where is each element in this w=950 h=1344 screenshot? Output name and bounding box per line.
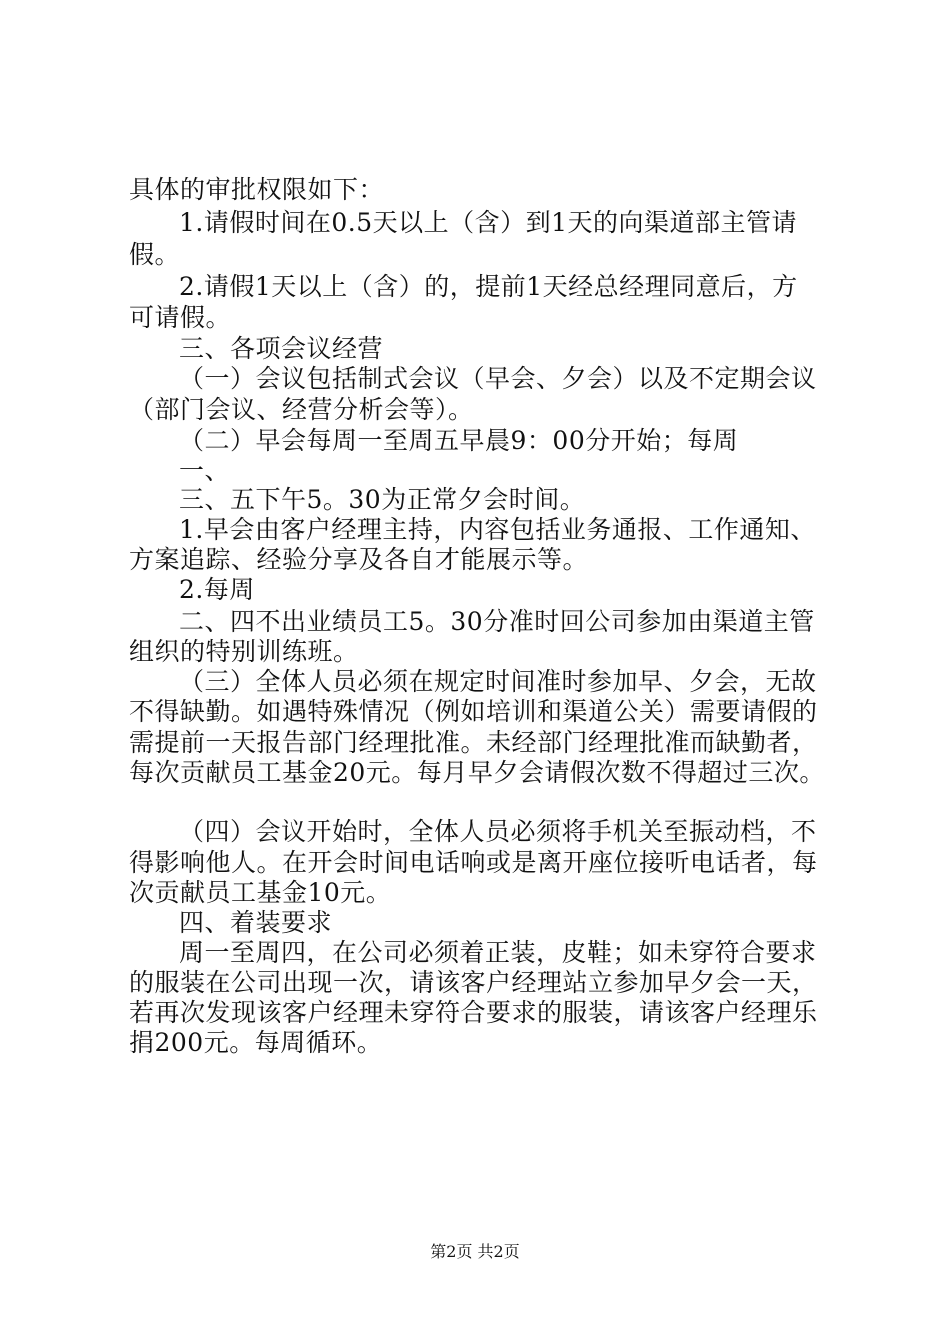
text-line: 组织的特别训练班。 bbox=[129, 637, 359, 666]
text-line: （一）会议包括制式会议（早会、夕会）以及不定期会议 bbox=[179, 364, 817, 393]
text-line: 方案追踪、经验分享及各自才能展示等。 bbox=[129, 545, 589, 574]
text-line: 周一至周四，在公司必须着正装，皮鞋；如未穿符合要求 bbox=[179, 938, 817, 967]
text-line: 三、五下午5。30为正常夕会时间。 bbox=[179, 485, 586, 514]
text-line: 具体的审批权限如下： bbox=[129, 175, 385, 204]
text-line: 不得缺勤。如遇特殊情况（例如培训和渠道公关）需要请假的 bbox=[129, 697, 818, 726]
text-line: 若再次发现该客户经理未穿符合要求的服装，请该客户经理乐 bbox=[129, 998, 818, 1027]
text-line: 捐200元。每周循环。 bbox=[129, 1028, 383, 1057]
text-line: 需提前一天报告部门经理批准。未经部门经理批准而缺勤者， bbox=[129, 728, 818, 757]
text-line: （三）全体人员必须在规定时间准时参加早、夕会，无故 bbox=[179, 667, 817, 696]
text-line: 次贡献员工基金10元。 bbox=[129, 878, 392, 907]
text-line: （部门会议、经营分析会等）。 bbox=[129, 395, 474, 424]
text-line: （四）会议开始时，全体人员必须将手机关至振动档，不 bbox=[179, 817, 817, 846]
text-line: 1.请假时间在0.5天以上（含）到1天的向渠道部主管请 bbox=[179, 208, 798, 237]
section-heading: 四、着装要求 bbox=[179, 908, 333, 937]
section-heading: 三、各项会议经营 bbox=[179, 334, 384, 363]
text-line: 得影响他人。在开会时间电话响或是离开座位接听电话者，每 bbox=[129, 848, 818, 877]
text-line: 每次贡献员工基金20元。每月早夕会请假次数不得超过三次。 bbox=[129, 758, 825, 787]
text-line: 一、 bbox=[179, 456, 231, 485]
text-line: 2.每周 bbox=[179, 575, 255, 604]
text-line: 的服装在公司出现一次，请该客户经理站立参加早夕会一天， bbox=[129, 968, 818, 997]
text-line: 可请假。 bbox=[129, 303, 232, 332]
text-line: 二、四不出业绩员工5。30分准时回公司参加由渠道主管 bbox=[179, 607, 815, 636]
text-line: 1.早会由客户经理主持，内容包括业务通报、工作通知、 bbox=[179, 515, 816, 544]
page-footer: 第2页 共2页 bbox=[430, 1242, 520, 1261]
text-line: （二）早会每周一至周五早晨9：00分开始；每周 bbox=[179, 426, 739, 455]
text-line: 2.请假1天以上（含）的，提前1天经总经理同意后，方 bbox=[179, 272, 798, 301]
text-line: 假。 bbox=[129, 240, 181, 269]
